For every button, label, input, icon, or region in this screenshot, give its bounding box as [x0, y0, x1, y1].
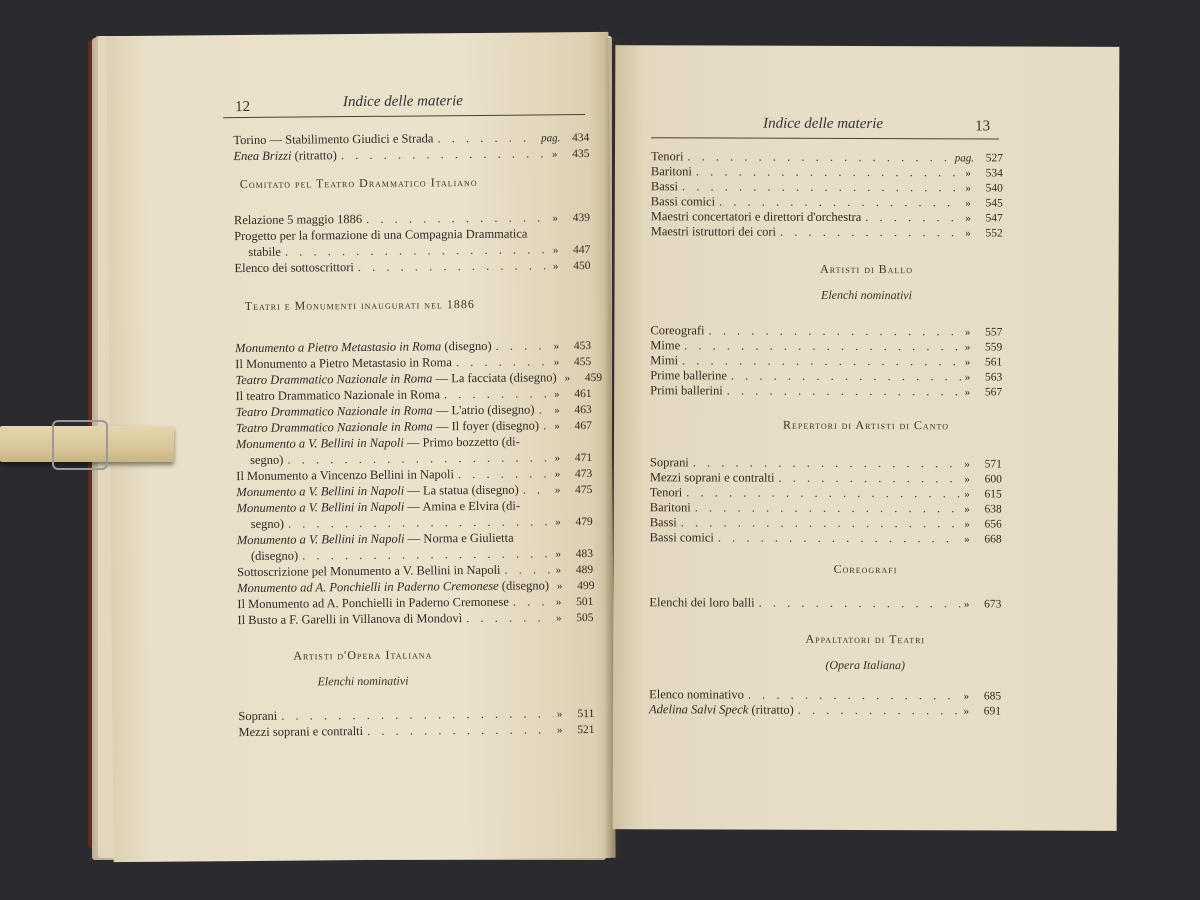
right-page [613, 45, 1120, 831]
toc-entry: Primi ballerini . . . » 567 [650, 383, 1002, 400]
toc-entry: Elenco dei sottoscrittori . . . » 450 [234, 258, 590, 277]
toc-entry: Enea Brizzi (ritratto) . . . » 435 [233, 146, 589, 165]
section-heading: Teatri e Monumenti inaugurati nel 1886 [244, 297, 475, 314]
toc-entry: Monumento ad A. Ponchielli in Paderno Cremonese (disegno) . . . » 499 [237, 578, 593, 597]
toc-entry: Adelina Salvi Speck (ritratto) . . . » 691 [649, 702, 1001, 719]
toc-entry: Mime . . . » 559 [650, 338, 1002, 355]
toc-entry: Soprani . . . » 571 [650, 455, 1002, 472]
toc-entry: (disegno) . . . » 483 [251, 546, 593, 565]
toc-entry: Teatro Drammatico Nazionale in Roma — La facciata (disegno) . . . » 459 [235, 370, 591, 389]
toc-entry-line: Progetto per la formazione di una Compagnia Drammatica [234, 226, 528, 244]
subsection-heading: (Opera Italiana) [825, 657, 906, 673]
header-rule-left [223, 114, 585, 118]
toc-entry: Il teatro Drammatico Nazionale in Roma . . . » 461 [235, 386, 591, 405]
toc-entry-line: Monumento a V. Bellini in Napoli — Amina e Elvira (di- [236, 498, 521, 516]
toc-entry: Prime ballerine . . . » 563 [650, 368, 1002, 385]
toc-entry: Elenchi dei loro balli . . . » 673 [649, 595, 1001, 612]
toc-entry: Il Busto a F. Garelli in Villanova di Mondovì . . . » 505 [237, 610, 593, 629]
section-heading: Coreografi [833, 561, 898, 577]
subsection-heading: Elenchi nominativi [820, 287, 913, 303]
clip-wire-spring [52, 420, 108, 470]
toc-entry: Bassi . . . » 540 [651, 179, 1003, 196]
toc-entry: segno) . . . » 471 [250, 450, 592, 469]
toc-entry: Soprani . . . » 511 [238, 706, 594, 725]
toc-entry: Relazione 5 maggio 1886 . . . » 439 [234, 210, 590, 229]
toc-entry: Maestri concertatori e direttori d'orchestra . . . » 547 [651, 209, 1003, 226]
toc-entry: Bassi comici . . . » 545 [651, 194, 1003, 211]
toc-entry: Coreografi . . . » 557 [650, 323, 1002, 340]
subsection-heading: Elenchi nominativi [317, 673, 409, 689]
header-rule-right [651, 137, 999, 139]
toc-entry-line: Monumento a V. Bellini in Napoli — Norma e Giulietta [236, 530, 514, 548]
toc-entry: Bassi . . . » 656 [650, 515, 1002, 532]
section-heading: Repertori di Artisti di Canto [783, 417, 950, 433]
toc-entry: Elenco nominativo . . . » 685 [649, 687, 1001, 704]
toc-entry: Torino — Stabilimento Giudici e Strada . . . pag. 434 [233, 130, 589, 149]
toc-entry-line: Monumento a V. Bellini in Napoli — Primo bozzetto (di- [235, 434, 520, 452]
toc-entry: Il Monumento ad A. Ponchielli in Paderno Cremonese . . . » 501 [237, 594, 593, 613]
section-heading: Appaltatori di Teatri [805, 631, 926, 647]
toc-entry: Bassi comici . . . » 668 [650, 530, 1002, 547]
toc-entry: Tenori . . . pag. 527 [651, 149, 1003, 166]
running-header-right: Indice delle materie [763, 115, 884, 133]
page-number-right: 13 [975, 118, 991, 135]
toc-entry: Teatro Drammatico Nazionale in Roma — L'atrio (disegno) . . . » 463 [236, 402, 592, 421]
toc-entry: stabile . . . » 447 [248, 242, 590, 261]
toc-entry: Mezzi soprani e contralti . . . » 521 [238, 722, 594, 741]
toc-entry: Teatro Drammatico Nazionale in Roma — Il foyer (disegno) . . . » 467 [236, 418, 592, 437]
toc-entry: Tenori . . . » 615 [650, 485, 1002, 502]
section-heading: Artisti di Ballo [820, 261, 914, 277]
toc-entry: Il Monumento a Vincenzo Bellini in Napoli . . . » 473 [236, 466, 592, 485]
page-number-left: 12 [234, 98, 251, 116]
toc-entry: Monumento a Pietro Metastasio in Roma (disegno) . . . » 453 [235, 338, 591, 357]
section-heading: Artisti d'Opera Italiana [293, 647, 433, 663]
toc-entry: Baritoni . . . » 534 [651, 164, 1003, 181]
toc-entry: Monumento a V. Bellini in Napoli — La statua (disegno) . . . » 475 [236, 482, 592, 501]
left-page [106, 32, 615, 862]
toc-entry: Il Monumento a Pietro Metastasio in Roma . . . » 455 [235, 354, 591, 373]
toc-entry: Mezzi soprani e contralti . . . » 600 [650, 470, 1002, 487]
section-heading: Comitato pel Teatro Drammatico Italiano [239, 174, 478, 192]
toc-entry: Maestri istruttori dei cori . . . » 552 [651, 224, 1003, 241]
toc-entry: segno) . . . » 479 [251, 514, 593, 533]
toc-entry: Baritoni . . . » 638 [650, 500, 1002, 517]
toc-entry: Mimi . . . » 561 [650, 353, 1002, 370]
toc-entry: Sottoscrizione pel Monumento a V. Bellini in Napoli . . . » 489 [237, 562, 593, 581]
running-header-left: Indice delle materie [342, 93, 464, 111]
